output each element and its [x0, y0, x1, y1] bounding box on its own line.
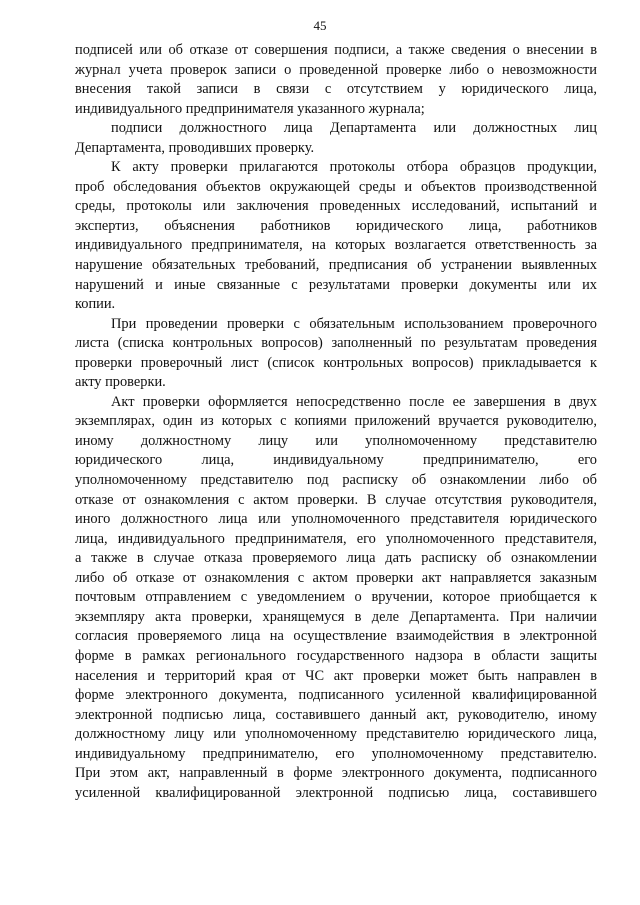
text-line: подписей или об отказе от совершения подписи, а также сведения о внесении в — [75, 42, 597, 58]
text-line: иного должностного лица или уполномоченного представителя юридического — [75, 511, 597, 528]
text-line: лица, индивидуального предпринимателя, его уполномоченного представителя, — [75, 530, 597, 547]
text-line: экземпляру акта проверки, хранящемуся в деле Департамента. При наличии — [75, 608, 597, 625]
text-line: среды, протоколы или заключения проведенных исследований, испытаний и — [75, 198, 597, 215]
text-line: юридического лица, индивидуальному предпринимателю, его — [75, 452, 597, 469]
text-line: экземплярах, один из которых с копиями приложений вручается руководителю, — [75, 413, 597, 430]
paragraph — [75, 315, 597, 393]
text-line: листа (списка контрольных вопросов) заполненный по результатам проведения — [75, 335, 597, 352]
text-line: отказе от ознакомления с актом проверки. В случае отсутствия руководителя, — [75, 491, 597, 508]
text-line: либо об отказе от ознакомления с актом проверки акт направляется заказным — [75, 569, 597, 586]
text-line: копии. — [75, 296, 116, 313]
text-line: а также в случае отказа проверяемого лица дать расписку об ознакомлении — [75, 550, 597, 567]
text-line: нарушений и иные связанные с результатами проверки документы или их — [75, 276, 597, 293]
text-line: Департамента, проводивших проверку. — [75, 139, 315, 156]
text-line: усиленной квалифицированной электронной подписью лица, составившего — [75, 784, 597, 801]
text-line: проверки проверочный лист (список контрольных вопросов) прикладывается к — [75, 354, 597, 371]
text-line: почтовым отправлением с уведомлением о вручении, которое приобщается к — [75, 589, 597, 606]
paragraph — [75, 393, 597, 803]
text-line: При этом акт, направленный в форме электронного документа, подписанного — [75, 765, 597, 782]
text-line: уполномоченному представителю под расписку об ознакомлении либо об — [75, 472, 597, 489]
text-line: проб обследования объектов окружающей среды и объектов производственной — [75, 178, 597, 195]
text-line: подписи должностного лица Департамента или должностных лиц — [111, 120, 597, 137]
text-line: электронной подписью лица, составившего данный акт, руководителю, иному — [75, 706, 597, 723]
text-line: индивидуальному предпринимателю, его уполномоченному представителю. — [75, 745, 597, 762]
text-line: населения и территорий края от ЧС акт проверки может быть направлен в — [75, 667, 597, 684]
page-number: 45 — [313, 18, 327, 33]
text-line: индивидуального предпринимателя указанного журнала; — [75, 100, 425, 117]
text-line: внесения такой записи в связи с отсутствием у юридического лица, — [75, 81, 597, 98]
text-line: форме электронного документа, подписанного усиленной квалифицированной — [75, 687, 597, 704]
text-line: экспертиз, объяснения работников юридического лица, работников — [75, 217, 597, 234]
text-line: Акт проверки оформляется непосредственно после ее завершения в двух — [111, 393, 597, 410]
text-line: форме в рамках регионального государственного надзора в области защиты — [75, 647, 597, 664]
document-body — [75, 41, 597, 803]
paragraph — [75, 119, 597, 158]
paragraph — [75, 158, 597, 314]
text-line: К акту проверки прилагаются протоколы отбора образцов продукции, — [111, 159, 597, 176]
text-line: акту проверки. — [75, 374, 166, 391]
text-line: журнал учета проверок записи о проведенной проверке либо о невозможности — [75, 61, 597, 78]
text-line: должностному лицу или уполномоченному представителю юридического лица, — [75, 726, 597, 743]
text-line: иному должностному лицу или уполномоченному представителю — [75, 432, 597, 449]
text-line: индивидуального предпринимателя, на которых возлагается ответственность за — [75, 237, 597, 254]
text-line: согласия проверяемого лица на осуществление взаимодействия в электронной — [75, 628, 597, 645]
paragraph — [75, 41, 597, 119]
text-line: При проведении проверки с обязательным использованием проверочного — [111, 315, 597, 332]
text-line: нарушение обязательных требований, предписания об устранении выявленных — [75, 257, 597, 274]
